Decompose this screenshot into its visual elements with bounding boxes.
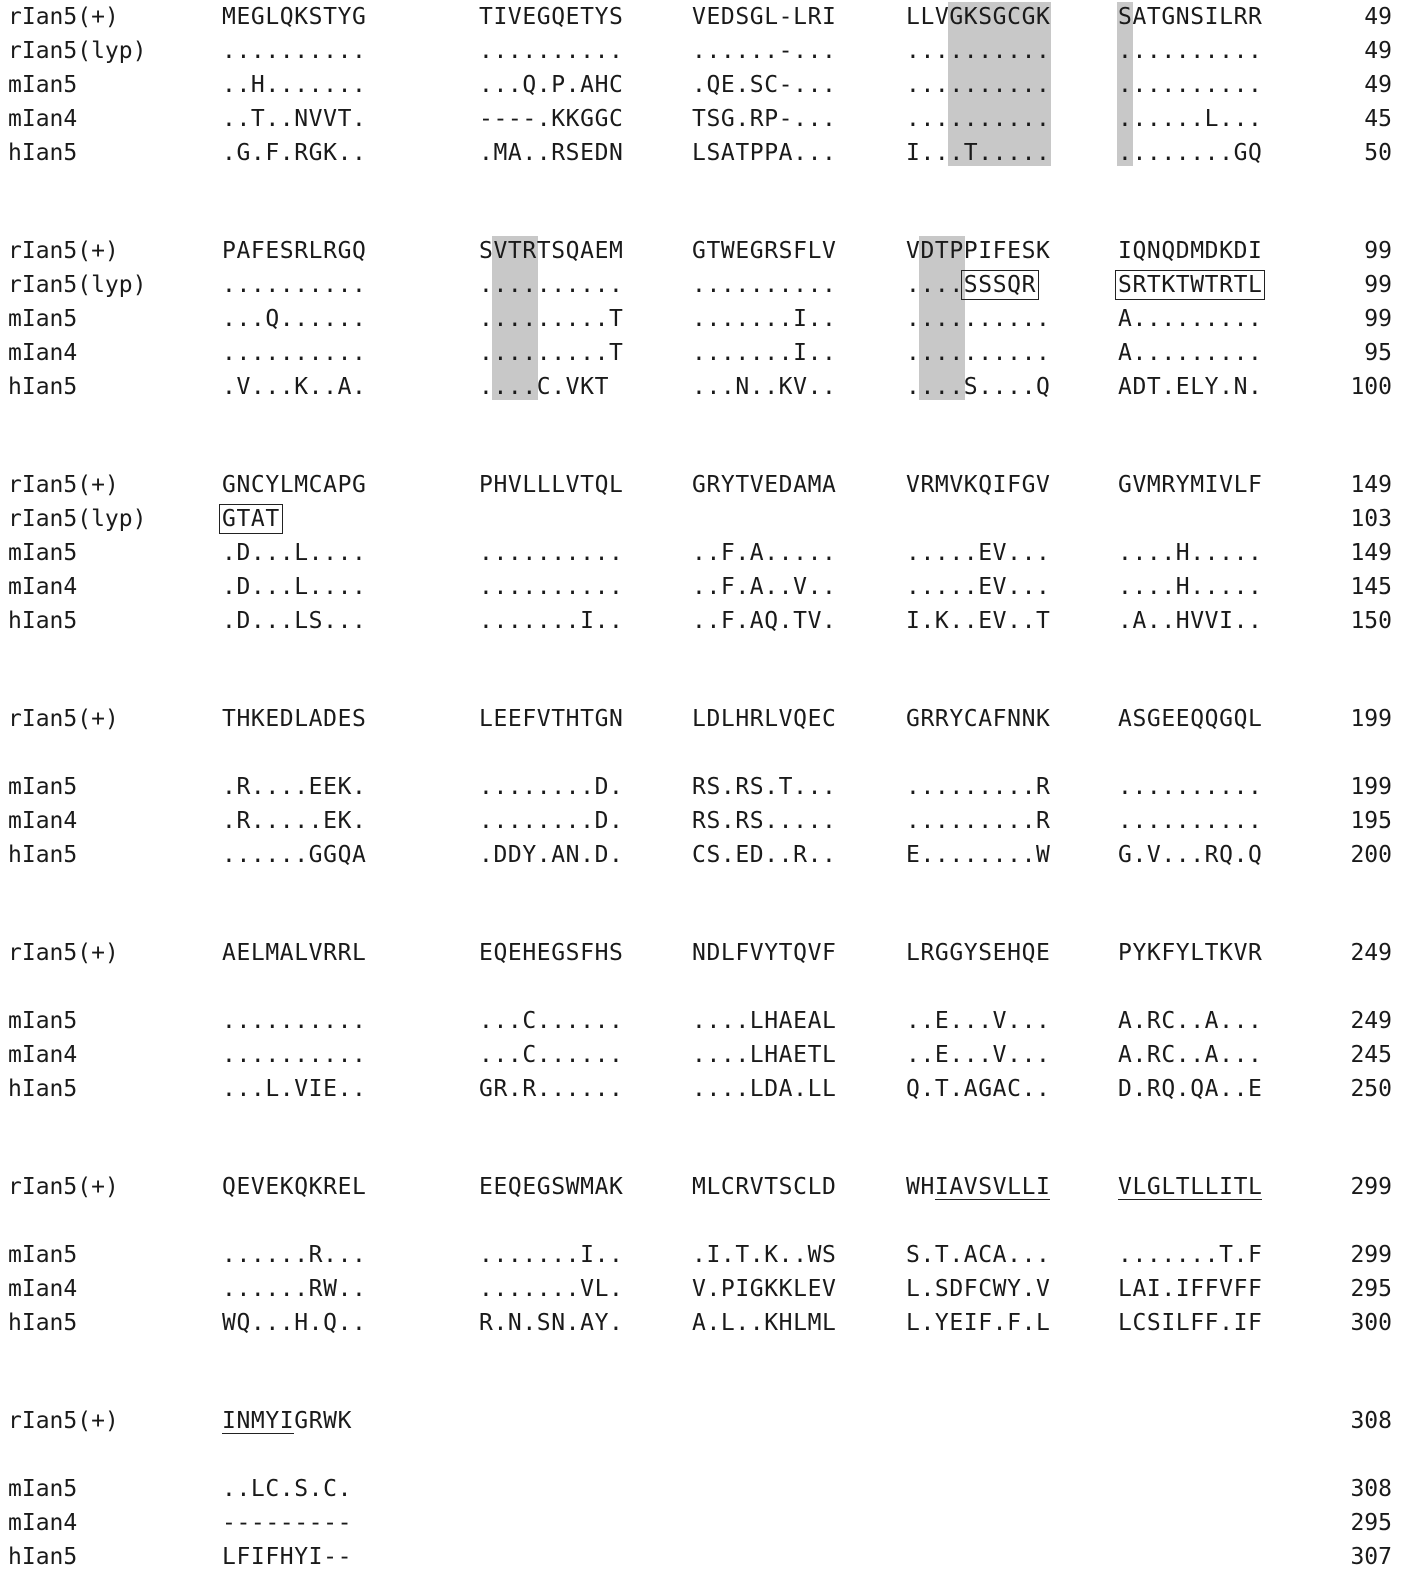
sequence-segment: NDLFVYTQVF (692, 940, 837, 966)
sequence-segment: .D...L.... (222, 574, 367, 600)
sequence-segment: ....SSSQR (906, 268, 1039, 302)
sequence-segment (1118, 268, 1265, 302)
sequence-segment: LCSILFF.IF (1118, 1310, 1263, 1336)
sequence-label: rIan5(lyp) (8, 272, 147, 298)
sequence-row (0, 1204, 1402, 1238)
sequence-label: rIan5(+) (8, 238, 119, 264)
sequence-label: mIan5 (8, 72, 78, 98)
sequence-segment: .D...LS... (222, 608, 367, 634)
sequence-segment: SVTRTSQAEM (479, 238, 624, 264)
sequence-segment: .......I.. (692, 306, 837, 332)
sequence-segment: .......VL. (479, 1276, 624, 1302)
sequence-segment: .......I.. (479, 1242, 624, 1268)
sequence-segment: A.RC..A... (1118, 1008, 1263, 1034)
sequence-segment: L.YEIF.F.L (906, 1310, 1051, 1336)
sequence-row (0, 770, 1402, 804)
sequence-segment: .......... (1118, 38, 1263, 64)
sequence-segment: RS.RS..... (692, 808, 837, 834)
sequence-row (0, 838, 1402, 872)
sequence-row (0, 0, 1402, 34)
sequence-segment: .......... (906, 38, 1051, 64)
residue-position-number: 49 (1364, 38, 1392, 64)
sequence-segment: .R....EEK. (222, 774, 367, 800)
sequence-row (0, 1540, 1402, 1574)
sequence-segment: SATGNSILRR (1118, 4, 1263, 30)
sequence-segment: GRRYCAFNNK (906, 706, 1051, 732)
sequence-segment: QEVEKQKREL (222, 1174, 367, 1200)
sequence-segment: ......RW.. (222, 1276, 367, 1302)
sequence-segment: ...L.VIE.. (222, 1076, 367, 1102)
sequence-segment: RS.RS.T... (692, 774, 837, 800)
sequence-label: rIan5(+) (8, 706, 119, 732)
sequence-label: hIan5 (8, 1310, 78, 1336)
sequence-segment: .......... (222, 1042, 367, 1068)
sequence-label: hIan5 (8, 1544, 78, 1570)
sequence-segment: .......... (906, 72, 1051, 98)
residue-position-number: 249 (1350, 1008, 1392, 1034)
residue-position-number: 308 (1350, 1476, 1392, 1502)
sequence-row (0, 1170, 1402, 1204)
sequence-label: hIan5 (8, 608, 78, 634)
sequence-segment: .QE.SC-... (692, 72, 837, 98)
sequence-segment: .......... (222, 1008, 367, 1034)
sequence-label: mIan4 (8, 1276, 78, 1302)
sequence-label: mIan4 (8, 1042, 78, 1068)
sequence-row (0, 1472, 1402, 1506)
alignment-block (0, 234, 1402, 414)
sequence-row (0, 1306, 1402, 1340)
sequence-row (0, 34, 1402, 68)
sequence-segment: I...T..... (906, 140, 1051, 166)
sequence-segment: .......... (222, 340, 367, 366)
boxed-residues: SRTKTWTRTL (1115, 270, 1265, 300)
sequence-label: mIan4 (8, 808, 78, 834)
residue-position-number: 99 (1364, 306, 1392, 332)
sequence-label: hIan5 (8, 842, 78, 868)
sequence-segment: ....LHAEAL (692, 1008, 837, 1034)
sequence-segment: ....LHAETL (692, 1042, 837, 1068)
sequence-segment: .........R (906, 774, 1051, 800)
sequence-segment: PHVLLLVTQL (479, 472, 624, 498)
sequence-segment: A......... (1118, 340, 1263, 366)
sequence-label: hIan5 (8, 374, 78, 400)
sequence-label: mIan4 (8, 340, 78, 366)
sequence-label: rIan5(+) (8, 940, 119, 966)
sequence-segment: LAI.IFFVFF (1118, 1276, 1263, 1302)
sequence-segment: ........D. (479, 808, 624, 834)
sequence-segment: ..E...V... (906, 1008, 1051, 1034)
sequence-segment: ..F.AQ.TV. (692, 608, 837, 634)
sequence-row (0, 1038, 1402, 1072)
residue-position-number: 149 (1350, 540, 1392, 566)
residue-position-number: 49 (1364, 72, 1392, 98)
sequence-row (0, 536, 1402, 570)
alignment-block (0, 702, 1402, 882)
residue-position-number: 295 (1350, 1276, 1392, 1302)
sequence-label: hIan5 (8, 140, 78, 166)
sequence-row (0, 736, 1402, 770)
sequence-segment: PYKFYLTKVR (1118, 940, 1263, 966)
residue-position-number: 295 (1350, 1510, 1392, 1536)
residue-position-number: 299 (1350, 1242, 1392, 1268)
sequence-segment: GNCYLMCAPG (222, 472, 367, 498)
sequence-segment: .........R (906, 808, 1051, 834)
sequence-row (0, 702, 1402, 736)
sequence-segment: .DDY.AN.D. (479, 842, 624, 868)
sequence-segment: .......... (479, 540, 624, 566)
residue-position-number: 300 (1350, 1310, 1392, 1336)
sequence-segment: MEGLQKSTYG (222, 4, 367, 30)
sequence-segment: ......L... (1118, 106, 1263, 132)
sequence-label: rIan5(lyp) (8, 38, 147, 64)
sequence-segment: ..LC.S.C. (222, 1476, 353, 1502)
sequence-segment: ..H....... (222, 72, 367, 98)
sequence-segment: ........GQ (1118, 140, 1263, 166)
sequence-label: mIan5 (8, 1242, 78, 1268)
sequence-segment: .....EV... (906, 574, 1051, 600)
residue-position-number: 45 (1364, 106, 1392, 132)
sequence-segment: ..E...V... (906, 1042, 1051, 1068)
sequence-label: mIan5 (8, 1008, 78, 1034)
residue-position-number: 49 (1364, 4, 1392, 30)
sequence-segment: .V...K..A. (222, 374, 367, 400)
sequence-segment: ...C...... (479, 1008, 624, 1034)
sequence-label: rIan5(+) (8, 472, 119, 498)
sequence-segment: ...N..KV.. (692, 374, 837, 400)
residue-position-number: 100 (1350, 374, 1392, 400)
sequence-segment: .......... (479, 38, 624, 64)
residue-position-number: 50 (1364, 140, 1392, 166)
alignment-block (0, 0, 1402, 180)
sequence-segment: .G.F.RGK.. (222, 140, 367, 166)
sequence-row (0, 1004, 1402, 1038)
sequence-segment: VEDSGL-LRI (692, 4, 837, 30)
sequence-segment: ..F.A..... (692, 540, 837, 566)
residue-position-number: 195 (1350, 808, 1392, 834)
sequence-segment: A.L..KHLML (692, 1310, 837, 1336)
sequence-row (0, 68, 1402, 102)
sequence-segment: .......... (692, 272, 837, 298)
sequence-segment: .A..HVVI.. (1118, 608, 1263, 634)
residue-position-number: 299 (1350, 1174, 1392, 1200)
sequence-segment: VDTPPIFESK (906, 238, 1051, 264)
sequence-row (0, 970, 1402, 1004)
sequence-row (0, 1438, 1402, 1472)
sequence-segment: .R.....EK. (222, 808, 367, 834)
residue-position-number: 307 (1350, 1544, 1392, 1570)
sequence-label: rIan5(lyp) (8, 506, 147, 532)
sequence-segment: PAFESRLRGQ (222, 238, 367, 264)
sequence-segment: .....EV... (906, 540, 1051, 566)
sequence-row (0, 570, 1402, 604)
residue-position-number: 199 (1350, 774, 1392, 800)
sequence-label: rIan5(+) (8, 4, 119, 30)
sequence-segment: .......... (906, 340, 1051, 366)
boxed-residues: SSSQR (961, 270, 1039, 300)
sequence-segment: CS.ED..R.. (692, 842, 837, 868)
sequence-row (0, 336, 1402, 370)
sequence-segment: ......GGQA (222, 842, 367, 868)
sequence-segment: E........W (906, 842, 1051, 868)
sequence-segment: LLVGKSGCGK (906, 4, 1051, 30)
sequence-row (0, 1272, 1402, 1306)
sequence-label: rIan5(+) (8, 1174, 119, 1200)
sequence-segment: --------- (222, 1510, 353, 1536)
sequence-row (0, 604, 1402, 638)
sequence-segment (1118, 1170, 1262, 1204)
sequence-row (0, 1238, 1402, 1272)
residue-position-number: 200 (1350, 842, 1392, 868)
sequence-segment: VRMVKQIFGV (906, 472, 1051, 498)
sequence-segment: GTWEGRSFLV (692, 238, 837, 264)
sequence-row (0, 136, 1402, 170)
sequence-row (0, 502, 1402, 536)
sequence-segment: ....C.VKT (479, 374, 610, 400)
residue-position-number: 250 (1350, 1076, 1392, 1102)
sequence-segment (222, 502, 283, 536)
sequence-segment: ....LDA.LL (692, 1076, 837, 1102)
sequence-segment: .MA..RSEDN (479, 140, 624, 166)
sequence-segment: IQNQDMDKDI (1118, 238, 1263, 264)
sequence-segment: I.K..EV..T (906, 608, 1051, 634)
sequence-segment: .........T (479, 306, 624, 332)
sequence-segment: ..F.A..V.. (692, 574, 837, 600)
residue-position-number: 199 (1350, 706, 1392, 732)
sequence-segment: V.PIGKKLEV (692, 1276, 837, 1302)
sequence-segment: .......... (479, 272, 624, 298)
residue-position-number: 308 (1350, 1408, 1392, 1434)
sequence-label: mIan5 (8, 540, 78, 566)
alignment-block (0, 468, 1402, 648)
sequence-segment: ....H..... (1118, 574, 1263, 600)
sequence-segment: ...Q.P.AHC (479, 72, 624, 98)
residue-position-number: 99 (1364, 238, 1392, 264)
sequence-segment: ASGEEQQGQL (1118, 706, 1263, 732)
sequence-segment: LEEFVTHTGN (479, 706, 624, 732)
residue-position-number: 249 (1350, 940, 1392, 966)
sequence-segment: G.V...RQ.Q (1118, 842, 1263, 868)
sequence-row (0, 302, 1402, 336)
sequence-segment: .......... (1118, 72, 1263, 98)
sequence-segment: .......T.F (1118, 1242, 1263, 1268)
underlined-region: IAVSVLLI (934, 1174, 1051, 1200)
sequence-segment: Q.T.AGAC.. (906, 1076, 1051, 1102)
sequence-segment: LSATPPA... (692, 140, 837, 166)
underlined-region: INMYI (222, 1408, 295, 1434)
sequence-segment: INMYIGRWK (222, 1408, 353, 1434)
sequence-segment: ..T..NVVT. (222, 106, 367, 132)
sequence-segment: LFIFHYI-- (222, 1544, 353, 1570)
sequence-segment: A......... (1118, 306, 1263, 332)
sequence-segment: R.N.SN.AY. (479, 1310, 624, 1336)
sequence-label: rIan5(+) (8, 1408, 119, 1434)
sequence-segment: .......I.. (479, 608, 624, 634)
sequence-segment: TSG.RP-... (692, 106, 837, 132)
sequence-label: mIan5 (8, 306, 78, 332)
sequence-label: mIan4 (8, 1510, 78, 1536)
sequence-segment: .........T (479, 340, 624, 366)
sequence-segment: ........D. (479, 774, 624, 800)
sequence-segment: .......... (906, 306, 1051, 332)
sequence-segment: ...Q...... (222, 306, 367, 332)
sequence-segment: LRGGYSEHQE (906, 940, 1051, 966)
sequence-segment: ....H..... (1118, 540, 1263, 566)
sequence-label: mIan5 (8, 1476, 78, 1502)
sequence-segment: WHIAVSVLLI (906, 1174, 1051, 1200)
sequence-row (0, 102, 1402, 136)
residue-position-number: 145 (1350, 574, 1392, 600)
residue-position-number: 95 (1364, 340, 1392, 366)
sequence-segment: .......... (1118, 808, 1263, 834)
sequence-segment: ......-... (692, 38, 837, 64)
sequence-segment: .I.T.K..WS (692, 1242, 837, 1268)
sequence-segment: GVMRYMIVLF (1118, 472, 1263, 498)
underlined-region: VLGLTLLITL (1118, 1174, 1263, 1200)
sequence-segment: .......... (1118, 774, 1263, 800)
sequence-segment: A.RC..A... (1118, 1042, 1263, 1068)
sequence-segment: .......... (222, 38, 367, 64)
sequence-segment: .......... (906, 106, 1051, 132)
sequence-segment: ......R... (222, 1242, 367, 1268)
sequence-label: mIan4 (8, 106, 78, 132)
sequence-segment: .......I.. (692, 340, 837, 366)
sequence-segment: EEQEGSWMAK (479, 1174, 624, 1200)
sequence-segment: LDLHRLVQEC (692, 706, 837, 732)
sequence-segment: GR.R...... (479, 1076, 624, 1102)
residue-position-number: 149 (1350, 472, 1392, 498)
sequence-segment: L.SDFCWY.V (906, 1276, 1051, 1302)
sequence-row (0, 1404, 1402, 1438)
alignment-block (0, 936, 1402, 1116)
sequence-row (0, 234, 1402, 268)
alignment-block (0, 1170, 1402, 1350)
sequence-segment: WQ...H.Q.. (222, 1310, 367, 1336)
sequence-segment: ADT.ELY.N. (1118, 374, 1263, 400)
sequence-row (0, 1506, 1402, 1540)
residue-position-number: 99 (1364, 272, 1392, 298)
sequence-segment: THKEDLADES (222, 706, 367, 732)
sequence-row (0, 804, 1402, 838)
sequence-row (0, 936, 1402, 970)
sequence-segment: .......... (222, 272, 367, 298)
sequence-segment: .D...L.... (222, 540, 367, 566)
sequence-label: hIan5 (8, 1076, 78, 1102)
sequence-segment: MLCRVTSCLD (692, 1174, 837, 1200)
residue-position-number: 150 (1350, 608, 1392, 634)
sequence-segment: GRYTVEDAMA (692, 472, 837, 498)
boxed-residues: GTAT (219, 504, 283, 534)
sequence-segment: AELMALVRRL (222, 940, 367, 966)
residue-position-number: 103 (1350, 506, 1392, 532)
sequence-label: mIan4 (8, 574, 78, 600)
alignment-block (0, 1404, 1402, 1584)
sequence-segment: TIVEGQETYS (479, 4, 624, 30)
sequence-segment: EQEHEGSFHS (479, 940, 624, 966)
sequence-segment: .......... (479, 574, 624, 600)
sequence-row (0, 1072, 1402, 1106)
sequence-row (0, 268, 1402, 302)
sequence-row (0, 468, 1402, 502)
sequence-segment: S.T.ACA... (906, 1242, 1051, 1268)
sequence-segment: ....S....Q (906, 374, 1051, 400)
sequence-label: mIan5 (8, 774, 78, 800)
sequence-row (0, 370, 1402, 404)
residue-position-number: 245 (1350, 1042, 1392, 1068)
sequence-segment: ...C...... (479, 1042, 624, 1068)
sequence-segment: D.RQ.QA..E (1118, 1076, 1263, 1102)
sequence-segment: ----.KKGGC (479, 106, 624, 132)
